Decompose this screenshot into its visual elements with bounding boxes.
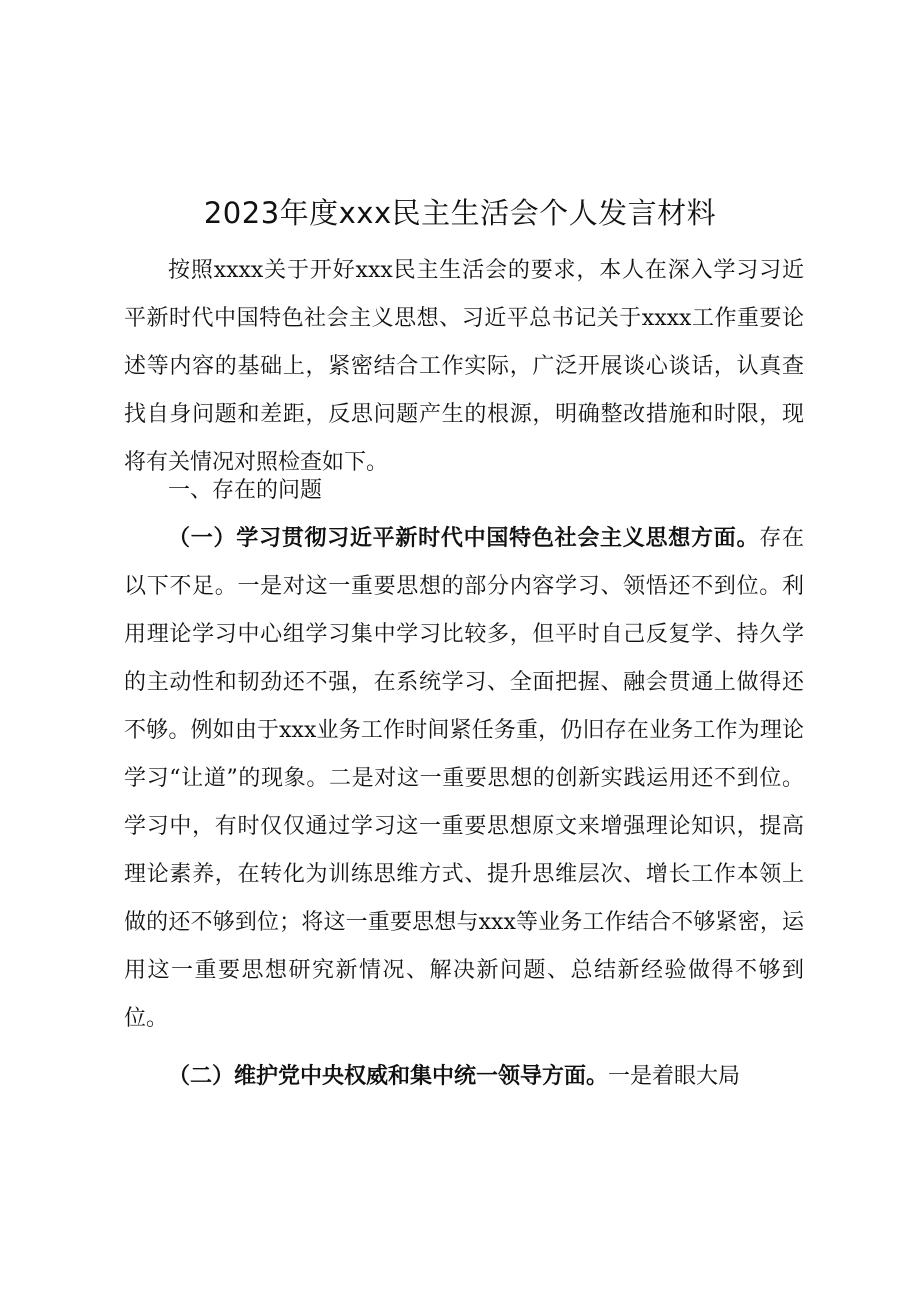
item-2-paragraph	[124, 1053, 804, 1101]
item-2-body: 一是着眼大局	[608, 1064, 741, 1089]
section-heading: 一、存在的问题	[168, 478, 323, 503]
intro-paragraph: 按照xxxx关于开好xxx民主生活会的要求，本人在深入学习习近平新时代中国特色社会主义思想、习近平总书记关于xxxx工作重要论述等内容的基础上，紧密结合工作实际，广泛开展谈心谈话，认真查找自身问题和差距，反思问题产生的根源，明确整改措施和时限，现将有关情况对照检查如下。	[124, 258, 804, 475]
item-1-paragraph	[124, 515, 804, 1043]
item-2-lead: （二）维护党中央权威和集中统一领导方面。	[168, 1064, 609, 1089]
item-1-body: 存在以下不足。一是对这一重要思想的部分内容学习、领悟还不到位。利用理论学习中心组学习集中学习比较多，但平时自己反复学、持久学的主动性和韧劲还不强，在系统学习、全面把握、融会贯通上做得还不够。例如由于xxx业务工作时间紧任务重，仍旧存在业务工作为理论学习“让道”的现象。二是对这一重要思想的创新实践运用还不到位。学习中，有时仅仅通过学习这一重要思想原文来增强理论知识，提高理论素养，在转化为训练思维方式、提升思维层次、增长工作本领上做的还不够到位；将这一重要思想与xxx等业务工作结合不够紧密，运用这一重要思想研究新情况、解决新问题、总结新经验做得不够到位。	[124, 526, 804, 1031]
document-title: 2023年度xxx民主生活会个人发言材料	[203, 196, 717, 230]
item-1-lead: （一）学习贯彻习近平新时代中国特色社会主义思想方面。	[168, 526, 760, 551]
